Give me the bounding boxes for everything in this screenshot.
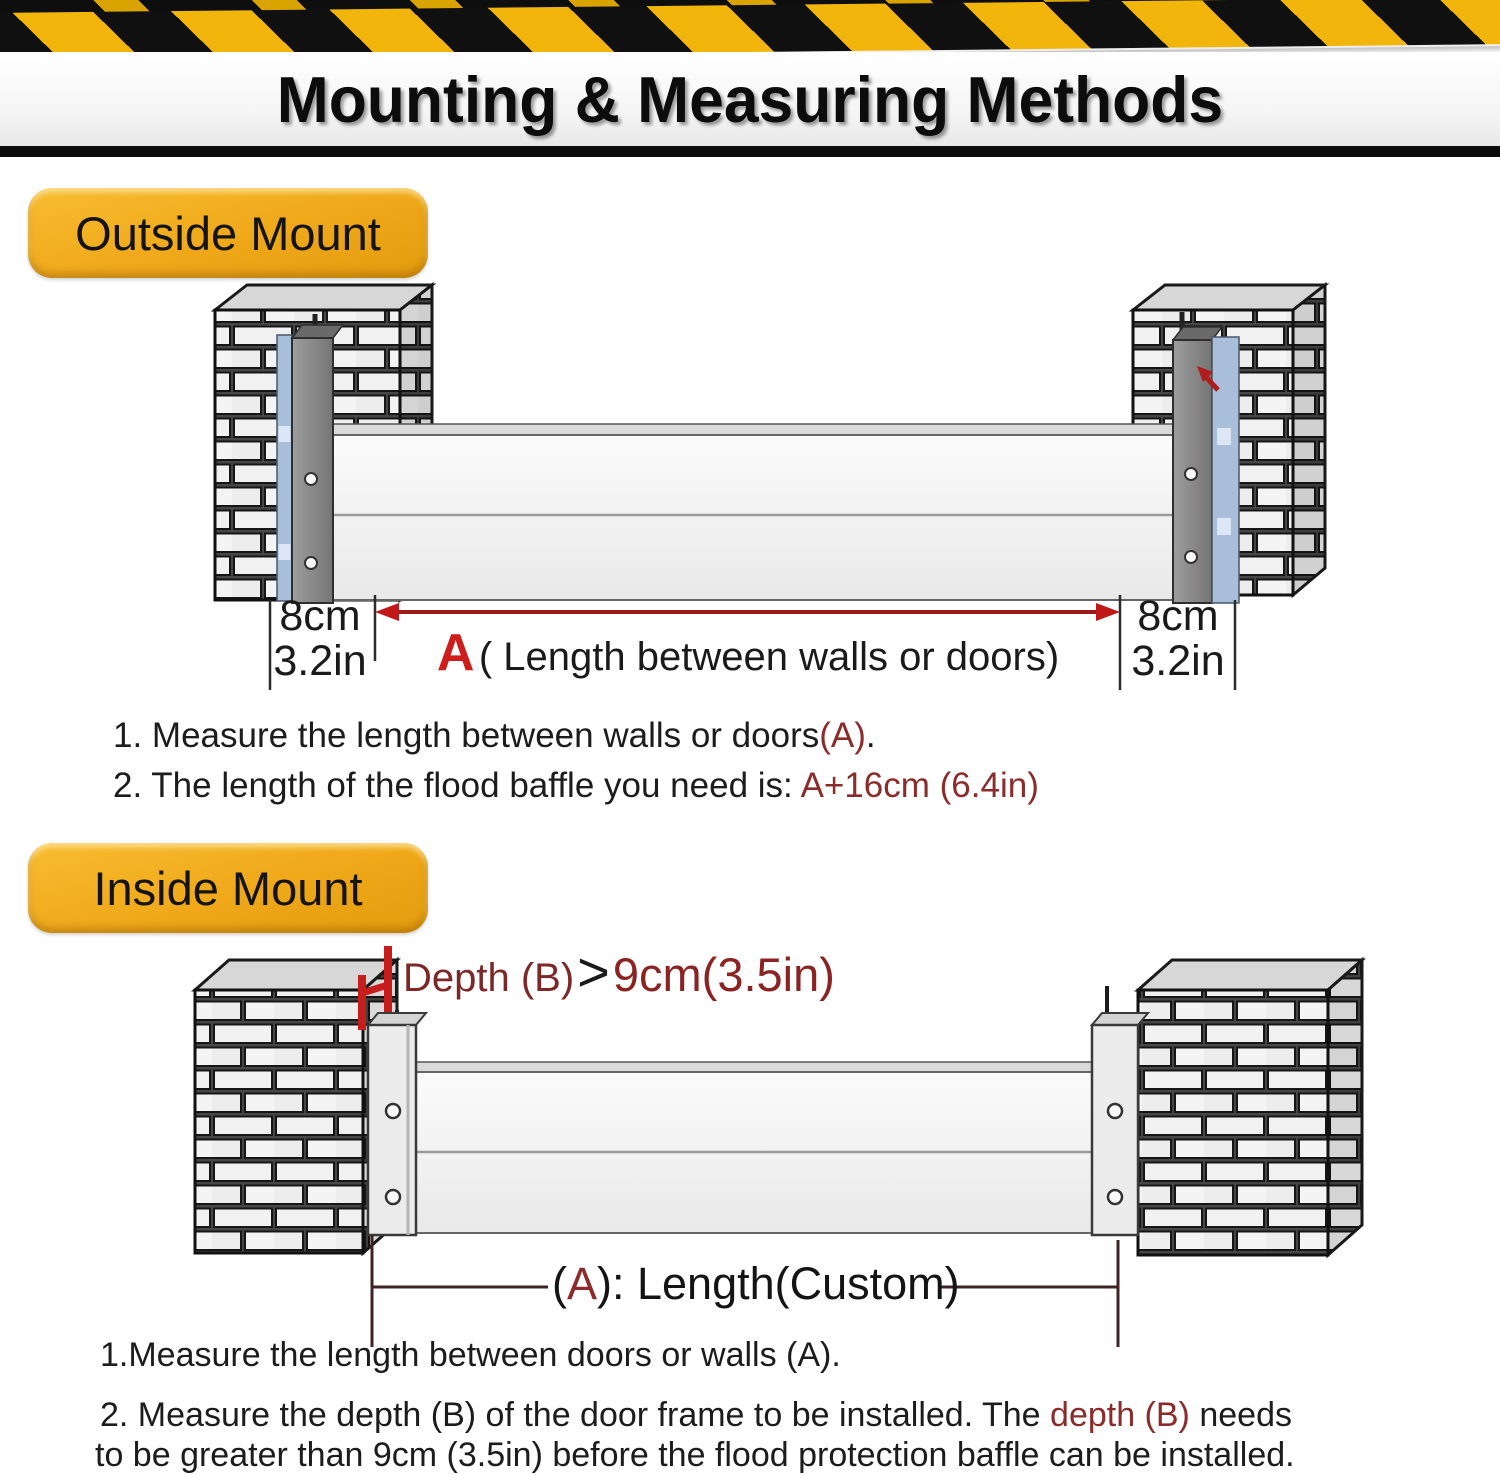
step-highlight: A+16cm (6.4in)	[800, 766, 1039, 805]
step-text: 1.Measure the length between doors or walls (A).	[100, 1336, 841, 1374]
step-text: to be greater than 9cm (3.5in) before the flood protection baffle can be installed.	[95, 1436, 1295, 1474]
screw	[1185, 551, 1197, 563]
left-wall-pillar	[195, 960, 397, 1253]
gasket-pad	[279, 544, 291, 560]
outside-mount-diagram	[170, 278, 1350, 703]
barrier-face	[333, 435, 1173, 600]
step-text: needs	[1189, 1396, 1292, 1434]
left-offset-cm: 8cm	[279, 592, 361, 640]
inside-mount-badge-label: Inside Mount	[93, 861, 363, 915]
depth-label-text: Depth (B)	[403, 956, 575, 1000]
inside-mount-badge	[28, 843, 428, 933]
screw	[1108, 1190, 1122, 1204]
right-offset-in: 3.2in	[1131, 637, 1225, 685]
step-highlight: depth (B)	[1050, 1396, 1190, 1434]
gasket-pad	[1217, 518, 1231, 535]
inside-step-2	[100, 1396, 1292, 1435]
inside-step-1	[100, 1336, 841, 1375]
right-wall-pillar	[1138, 960, 1362, 1255]
label-text: ): Length(Custom)	[597, 1258, 960, 1309]
outside-mount-badge-label: Outside Mount	[75, 206, 381, 260]
step-text: .	[865, 716, 876, 755]
depth-min-value: 9cm(3.5in)	[612, 948, 835, 1001]
outside-step-1	[113, 716, 876, 756]
depth-b-label	[403, 940, 835, 1003]
inside-step-3	[95, 1436, 1295, 1475]
screw	[1185, 468, 1197, 480]
custom-length-label	[552, 1258, 960, 1310]
gasket-pad	[1217, 428, 1231, 445]
step-text: 1. Measure the length between walls or doors	[113, 716, 820, 755]
flood-barrier-panel	[333, 424, 1173, 600]
left-mount-bracket	[277, 314, 343, 603]
outside-step-2	[113, 766, 1039, 806]
screw	[386, 1190, 400, 1204]
gasket-strip	[277, 335, 292, 601]
span-length-A: A	[436, 624, 475, 682]
channel-top-face	[1092, 1013, 1148, 1025]
outside-mount-badge	[28, 188, 428, 278]
step-text: 2. The length of the flood baffle you need is:	[113, 766, 801, 805]
pillar-top-face	[215, 285, 432, 310]
step-text: 2. Measure the depth (B) of the door frame to be installed. The	[100, 1396, 1051, 1434]
right-mount-bracket	[1173, 312, 1239, 603]
step-highlight: (A)	[819, 716, 866, 755]
flood-barrier-panel	[416, 1062, 1092, 1233]
channel-top-face	[368, 1013, 426, 1025]
span-length-label	[437, 624, 1059, 682]
label-A: A	[567, 1258, 598, 1309]
barrier-top-edge	[333, 424, 1173, 435]
label-text: (	[552, 1258, 567, 1309]
title-band	[0, 52, 1500, 146]
right-offset-cm: 8cm	[1137, 592, 1219, 640]
barrier-top-edge	[416, 1062, 1092, 1072]
pillar-front-face	[1138, 990, 1328, 1255]
span-length-text: ( Length between walls or doors)	[478, 635, 1060, 679]
span-dimension-arrow	[375, 603, 1120, 621]
header-divider	[0, 146, 1500, 157]
pillar-side-shade	[1328, 960, 1362, 1255]
pillar-front-face	[195, 990, 363, 1253]
gasket-strip	[1212, 337, 1239, 603]
screw	[305, 557, 317, 569]
screw	[386, 1104, 400, 1118]
gasket-pad	[279, 426, 291, 442]
left-offset-in: 3.2in	[273, 637, 367, 685]
pillar-side-shade	[1293, 285, 1325, 595]
screw	[305, 473, 317, 485]
page-title: Mounting & Measuring Methods	[276, 62, 1224, 136]
screw	[1108, 1104, 1122, 1118]
channel-top-face	[292, 325, 343, 338]
greater-than-sign: >	[577, 940, 610, 1003]
pillar-top-face	[1138, 960, 1362, 990]
